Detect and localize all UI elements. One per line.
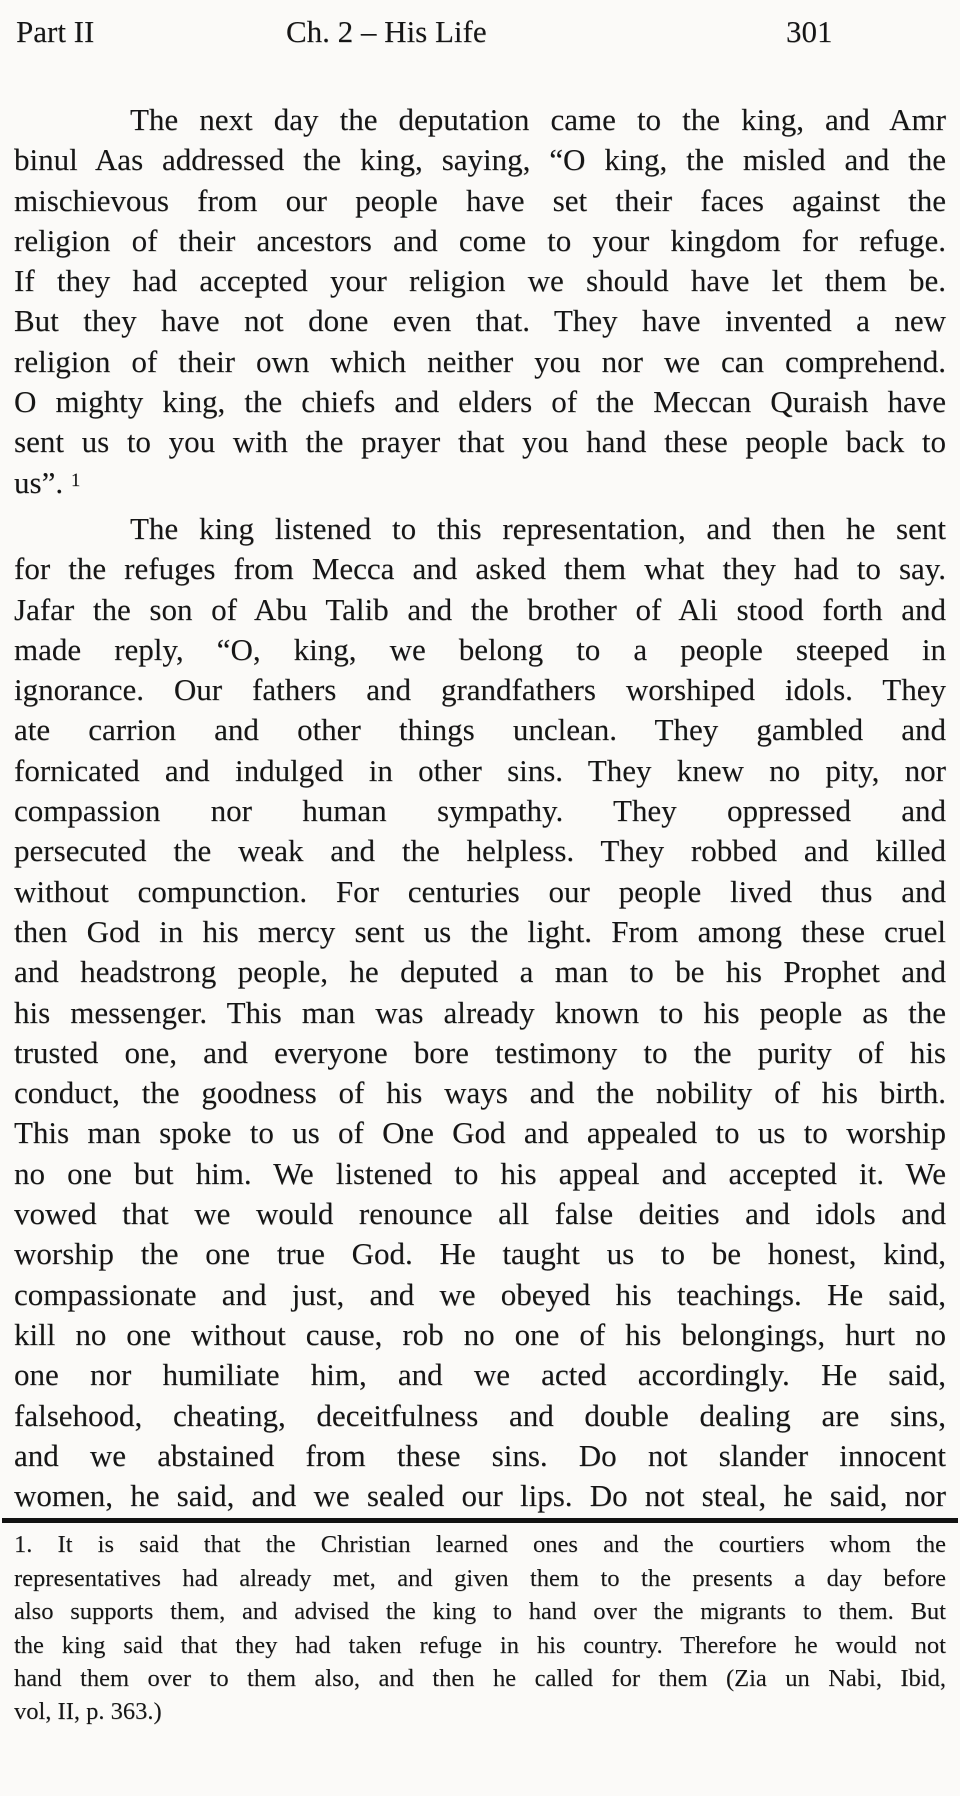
text-line: and we abstained from these sins. Do not slander innocent — [14, 1437, 946, 1473]
header-chapter-title: Ch. 2 – His Life — [286, 14, 487, 49]
text-line: made reply, “O, king, we belong to a people steeped in — [14, 631, 946, 667]
text-line: binul Aas addressed the king, saying, “O king, the misled and the — [14, 142, 946, 178]
text-line: kill no one without cause, rob no one of his belongings, hurt no — [14, 1316, 946, 1352]
footnote-line: also supports them, and advised the king to hand over the migrants to them. But — [14, 1598, 946, 1626]
footnote-line: the king said that they had taken refuge in his country. Therefore he would not — [14, 1631, 946, 1659]
text-line: worship the one true God. He taught us to be honest, kind, — [14, 1236, 946, 1272]
page-header — [14, 12, 946, 59]
page-body — [14, 100, 946, 1516]
text-line: conduct, the goodness of his ways and the nobility of his birth. — [14, 1075, 946, 1111]
footnote-line: 1. It is said that the Christian learned ones and the courtiers whom the — [14, 1531, 946, 1559]
text-line: ate carrion and other things unclean. They gambled and — [14, 712, 946, 748]
footnote-line: representatives had already met, and given them to the presents a day before — [14, 1564, 946, 1592]
text-line: then God in his mercy sent us the light. From among these cruel — [14, 913, 946, 949]
header-page-number: 301 — [786, 14, 833, 49]
text-line: Jafar the son of Abu Talib and the brother of Ali stood forth and — [14, 591, 946, 627]
footnote-divider — [2, 1518, 958, 1523]
text-line: sent us to you with the prayer that you hand these people back to — [14, 424, 946, 460]
paragraph — [14, 100, 946, 503]
paragraph — [14, 509, 946, 1516]
text-line: us”. $^1$ — [14, 464, 81, 500]
text-line: The king listened to this representation, and then he sent — [130, 510, 946, 546]
text-line: compassion nor human sympathy. They oppressed and — [14, 793, 946, 829]
text-line: This man spoke to us of One God and appealed to us to worship — [14, 1115, 946, 1151]
text-line: for the refuges from Mecca and asked them what they had to say. — [14, 551, 946, 587]
footnote-line: hand them over to them also, and then he called for them (Zia un Nabi, Ibid, — [14, 1665, 946, 1693]
footnote-reference-marker: 1 — [70, 469, 81, 491]
text-line: and headstrong people, he deputed a man to be his Prophet and — [14, 954, 946, 990]
text-line: compassionate and just, and we obeyed his teachings. He said, — [14, 1276, 946, 1312]
text-line: religion of their own which neither you nor we can comprehend. — [14, 343, 946, 379]
header-part-label: Part II — [16, 14, 95, 49]
text-line: one nor humiliate him, and we acted accordingly. He said, — [14, 1357, 946, 1393]
text-line: persecuted the weak and the helpless. They robbed and killed — [14, 833, 946, 869]
text-line: ignorance. Our fathers and grandfathers worshiped idols. They — [14, 672, 946, 708]
text-line: women, he said, and we sealed our lips. Do not steal, he said, nor — [14, 1478, 946, 1514]
footnote — [14, 1528, 946, 1728]
text-line: The next day the deputation came to the king, and Amr — [130, 102, 946, 137]
text-line: If they had accepted your religion we should have let them be. — [14, 263, 946, 299]
text-line: without compunction. For centuries our people lived thus and — [14, 873, 946, 909]
text-line: religion of their ancestors and come to your kingdom for refuge. — [14, 222, 946, 258]
text-line: fornicated and indulged in other sins. They knew no pity, nor — [14, 752, 946, 788]
text-line: trusted one, and everyone bore testimony to the purity of his — [14, 1034, 946, 1070]
text-line: But they have not done even that. They have invented a new — [14, 303, 946, 339]
text-line: his messenger. This man was already known to his people as the — [14, 994, 946, 1030]
text-line: falsehood, cheating, deceitfulness and double dealing are sins, — [14, 1397, 946, 1433]
text-line: no one but him. We listened to his appeal and accepted it. We — [14, 1155, 946, 1191]
text-line: mischievous from our people have set their faces against the — [14, 182, 946, 218]
footnote-line: vol, II, p. 363.) — [14, 1698, 162, 1726]
text-line: O mighty king, the chiefs and elders of the Meccan Quraish have — [14, 384, 946, 420]
text-line: vowed that we would renounce all false deities and idols and — [14, 1196, 946, 1232]
